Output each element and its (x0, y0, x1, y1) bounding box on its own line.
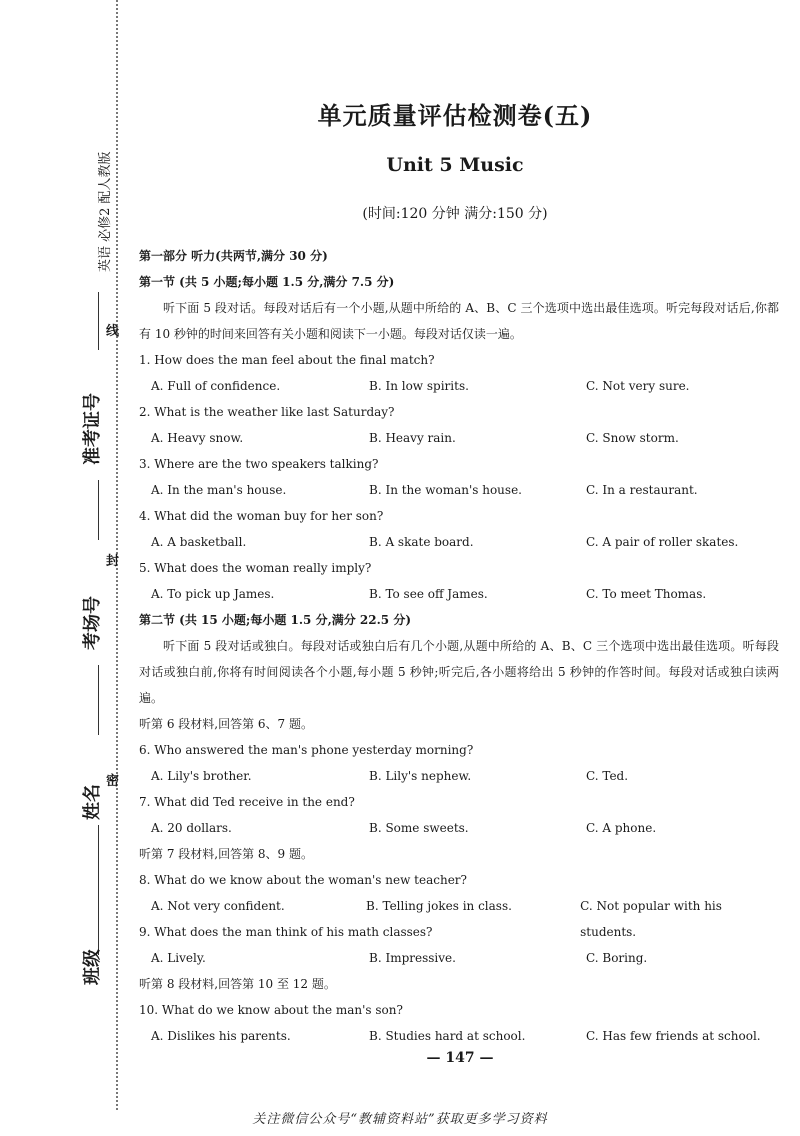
option-a: A. Not very confident. (151, 899, 285, 913)
option-c: C. Not popular with his students. (580, 899, 722, 939)
option-b: B. In the woman's house. (369, 483, 522, 497)
seal-seal-char: 封 (106, 554, 120, 569)
option-c: C. Has few friends at school. (586, 1029, 761, 1043)
question-text: 2. What is the weather like last Saturday? (139, 405, 395, 419)
question-text: 8. What do we know about the woman's new teacher? (139, 873, 467, 887)
subject-label: 英语 必修2 配人教版 (98, 151, 113, 272)
option-b: B. Heavy rain. (369, 431, 456, 445)
option-a: A. Full of confidence. (151, 379, 281, 393)
question-options (139, 1023, 779, 1049)
option-c: C. Not very sure. (586, 379, 690, 393)
question-text: 10. What do we know about the man's son? (139, 1003, 403, 1017)
option-c: C. In a restaurant. (586, 483, 698, 497)
field-line (98, 292, 99, 350)
option-c: C. Boring. (586, 951, 648, 965)
exam-body (139, 243, 779, 1049)
page-title: 单元质量评估检测卷(五) (317, 101, 593, 130)
option-a: A. Dislikes his parents. (151, 1029, 291, 1043)
question-options (139, 581, 779, 607)
question-text: 1. How does the man feel about the final match? (139, 353, 435, 367)
field-exam-id: 准考证号 (82, 393, 103, 465)
material-note: 听第 6 段材料,回答第 6、7 题。 (139, 717, 313, 731)
option-a: A. Heavy snow. (151, 431, 244, 445)
section-title: 第二节 (共 15 小题;每小题 1.5 分,满分 22.5 分) (139, 613, 412, 627)
part-title: 第一部分 听力(共两节,满分 30 分) (139, 249, 328, 263)
question-options (139, 477, 779, 503)
question-text: 7. What did Ted receive in the end? (139, 795, 355, 809)
question-options (139, 529, 779, 555)
option-a: A. In the man's house. (151, 483, 287, 497)
option-b: B. Some sweets. (369, 821, 469, 835)
option-b: B. To see off James. (369, 587, 488, 601)
question-text: 3. Where are the two speakers talking? (139, 457, 379, 471)
field-line (98, 480, 99, 540)
seal-secret-char: 密 (106, 774, 120, 789)
question-text: 5. What does the woman really imply? (139, 561, 372, 575)
option-b: B. A skate board. (369, 535, 474, 549)
field-line (98, 665, 99, 735)
option-c: C. Snow storm. (586, 431, 679, 445)
option-a: A. 20 dollars. (151, 821, 232, 835)
field-line (98, 825, 99, 955)
option-b: B. Telling jokes in class. (366, 899, 512, 913)
field-exam-room: 考场号 (82, 596, 103, 650)
material-note: 听第 7 段材料,回答第 8、9 题。 (139, 847, 313, 861)
question-options (139, 945, 779, 971)
option-a: A. Lily's brother. (151, 769, 252, 783)
field-class: 班级 (82, 949, 103, 985)
question-text: 9. What does the man think of his math classes? (139, 925, 433, 939)
field-name: 姓名 (82, 784, 103, 820)
section-title: 第一节 (共 5 小题;每小题 1.5 分,满分 7.5 分) (139, 275, 395, 289)
question-text: 4. What did the woman buy for her son? (139, 509, 384, 523)
question-options (139, 425, 779, 451)
option-b: B. In low spirits. (369, 379, 469, 393)
option-c: C. Ted. (586, 769, 629, 783)
section-instructions: 听下面 5 段对话。每段对话后有一个小题,从题中所给的 A、B、C 三个选项中选出最佳选项。听完每段对话后,你都有 10 秒钟的时间来回答有关小题和阅读下一小题。每段对话仅读一遍。 (139, 301, 779, 341)
question-options (139, 815, 779, 841)
unit-subtitle: Unit 5 Music (386, 154, 524, 176)
question-options (139, 373, 779, 399)
section-instructions: 听下面 5 段对话或独白。每段对话或独白后有几个小题,从题中所给的 A、B、C 三个选项中选出最佳选项。听每段对话或独白前,你将有时间阅读各个小题,每小题 5 秒钟;听完后,各小题将给出 5 秒钟的作答时间。每段对话或独白读两遍。 (139, 639, 779, 705)
option-b: B. Lily's nephew. (369, 769, 472, 783)
option-b: B. Impressive. (369, 951, 456, 965)
question-text: 6. Who answered the man's phone yesterday morning? (139, 743, 474, 757)
question-options (139, 763, 779, 789)
page-number: — 147 — (426, 1050, 494, 1066)
option-c: C. To meet Thomas. (586, 587, 707, 601)
option-c: C. A pair of roller skates. (586, 535, 739, 549)
footer-watermark: 关注微信公众号“教辅资料站”获取更多学习资料 (252, 1112, 548, 1127)
option-a: A. Lively. (151, 951, 206, 965)
seal-line-char: 线 (106, 324, 120, 339)
option-c: C. A phone. (586, 821, 657, 835)
time-info: (时间:120 分钟 满分:150 分) (362, 206, 548, 222)
option-b: B. Studies hard at school. (369, 1029, 526, 1043)
option-a: A. To pick up James. (151, 587, 275, 601)
material-note: 听第 8 段材料,回答第 10 至 12 题。 (139, 977, 336, 991)
option-a: A. A basketball. (151, 535, 247, 549)
